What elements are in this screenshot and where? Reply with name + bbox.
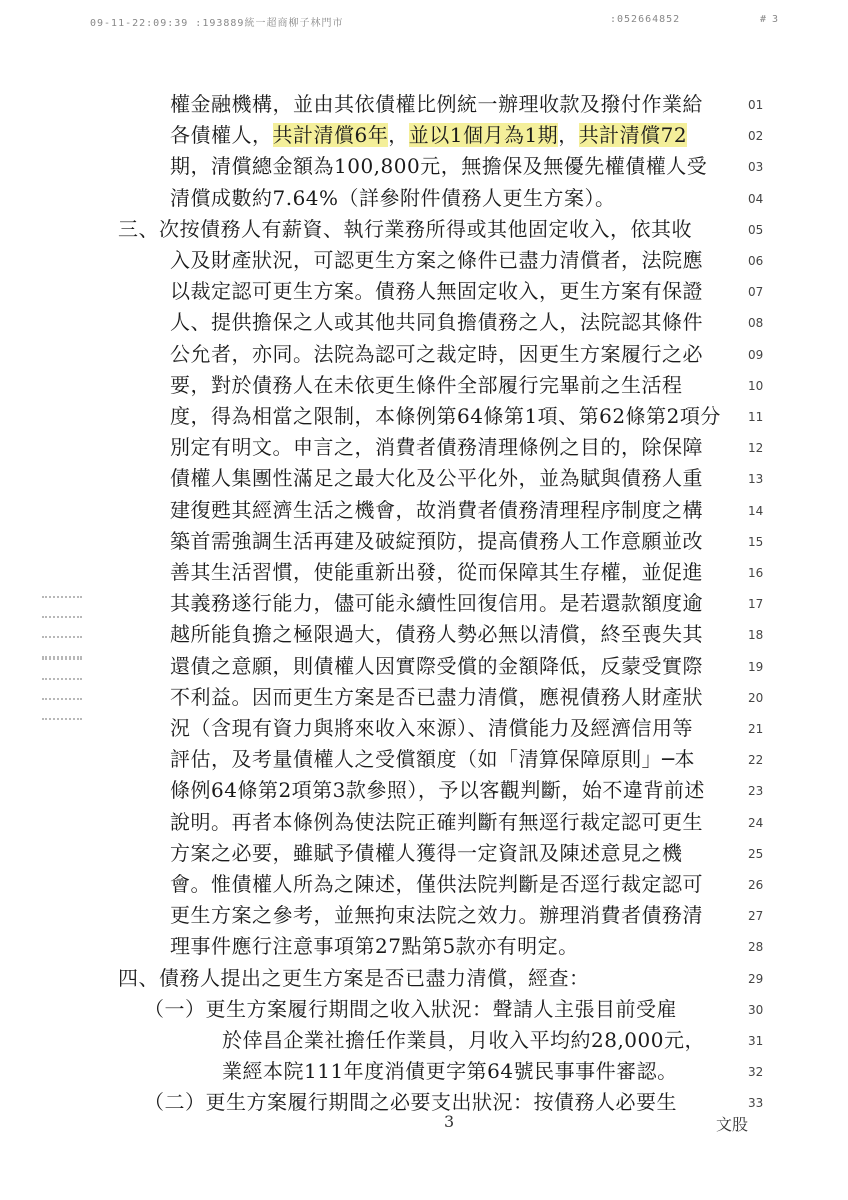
text-line: 善其生活習慣，使能重新出發，從而保障其生存權，並促進: [170, 560, 703, 584]
line-number: 21: [748, 722, 764, 736]
line-number: 15: [748, 535, 764, 549]
text-line: 況（含現有資力與將來收入來源）、清償能力及經濟信用等: [170, 716, 693, 740]
line-number: 09: [748, 348, 764, 362]
line-number: 18: [748, 628, 764, 642]
highlighted-text: 共計清償6年: [272, 123, 389, 147]
text-line: 還債之意願，則債權人因實際受償的金額降低，反蒙受實際: [170, 654, 703, 678]
line-number: 12: [748, 441, 764, 455]
page-number: 3: [444, 1112, 455, 1131]
line-number: 31: [748, 1034, 764, 1048]
line-number: 22: [748, 753, 764, 767]
line-number: 11: [748, 410, 764, 424]
line-number: 26: [748, 878, 764, 892]
text-line: 其義務遂行能力，儘可能永續性回復信用。是若還款額度逾: [170, 591, 703, 615]
text-line: 人、提供擔保之人或其他共同負擔債務之人，法院認其條件: [170, 310, 703, 334]
line-number: 13: [748, 472, 764, 486]
text-line: 理事件應行注意事項第27點第5款亦有明定。: [170, 934, 579, 958]
fax-header-number: :052664852: [610, 14, 681, 25]
text-line: 評估，及考量債權人之受償額度（如「清算保障原則」─本: [170, 747, 696, 771]
line-number: 24: [748, 816, 764, 830]
punch-holes-lower: [42, 658, 86, 738]
line-number: 07: [748, 285, 764, 299]
text-line: 會。惟債權人所為之陳述，僅供法院判斷是否逕行裁定認可: [170, 872, 703, 896]
line-number: 01: [748, 98, 764, 112]
text-line: 方案之必要，雖賦予債權人獲得一定資訊及陳述意見之機: [170, 841, 683, 865]
text-line: 期，清償總金額為100,800元，無擔保及無優先權債權人受: [170, 154, 708, 178]
fax-header-left: 09-11-22:09:39 :193889統一超商柳子林門市: [90, 18, 344, 29]
line-number: 25: [748, 847, 764, 861]
text-line: （二）更生方案履行期間之必要支出狀況：按債務人必要生: [144, 1090, 677, 1114]
text-line: 三、次按債務人有薪資、執行業務所得或其他固定收入，依其收: [118, 217, 692, 241]
section-stamp: 文股: [716, 1115, 749, 1134]
line-number: 14: [748, 504, 764, 518]
line-number: 03: [748, 160, 764, 174]
line-number: 30: [748, 1003, 764, 1017]
line-number: 10: [748, 379, 764, 393]
line-number: 19: [748, 660, 764, 674]
line-number: 17: [748, 597, 764, 611]
line-number: 04: [748, 192, 764, 206]
line-number: 06: [748, 254, 764, 268]
text-segment: ，: [558, 123, 579, 147]
text-line: 權金融機構，並由其依債權比例統一辦理收款及撥付作業給: [170, 92, 703, 116]
text-line: 公允者，亦同。法院為認可之裁定時，因更生方案履行之必: [170, 342, 703, 366]
text-line: 以裁定認可更生方案。債務人無固定收入，更生方案有保證: [170, 279, 703, 303]
text-line: （一）更生方案履行期間之收入狀況：聲請人主張目前受雇: [144, 997, 677, 1021]
line-number: 16: [748, 566, 764, 580]
text-line: 越所能負擔之極限過大，債務人勢必無以清償，終至喪失其: [170, 622, 703, 646]
text-line: [170, 123, 687, 147]
text-line: 四、債務人提出之更生方案是否已盡力清償，經查：: [118, 966, 590, 990]
fax-header-page: # 3: [760, 14, 779, 25]
line-number: 05: [748, 223, 764, 237]
text-line: 不利益。因而更生方案是否已盡力清償，應視債務人財產狀: [170, 685, 703, 709]
fax-header: [0, 14, 848, 30]
text-line: 於倖昌企業社擔任作業員，月收入平均約28,000元，: [222, 1028, 705, 1052]
text-line: 業經本院111年度消債更字第64號民事事件審認。: [222, 1059, 678, 1083]
line-number: 32: [748, 1065, 764, 1079]
text-line: 要，對於債務人在未依更生條件全部履行完畢前之生活程: [170, 373, 683, 397]
line-number: 27: [748, 909, 764, 923]
text-segment: 各債權人，: [170, 123, 273, 147]
text-line: 清償成數約7.64%（詳參附件債務人更生方案）。: [170, 186, 616, 210]
line-number: 08: [748, 316, 764, 330]
text-line: 別定有明文。申言之，消費者債務清理條例之目的，除保障: [170, 435, 703, 459]
text-line: 建復甦其經濟生活之機會，故消費者債務清理程序制度之構: [170, 498, 703, 522]
line-number: 20: [748, 691, 764, 705]
highlighted-text: 並以1個月為1期: [408, 123, 559, 147]
text-line: 築首需強調生活再建及破綻預防，提高債務人工作意願並改: [170, 529, 703, 553]
highlighted-text: 共計清償72: [578, 123, 688, 147]
text-line: 債權人集團性滿足之最大化及公平化外，並為賦與債務人重: [170, 466, 703, 490]
text-line: 更生方案之參考，並無拘束法院之效力。辦理消費者債務清: [170, 903, 703, 927]
text-line: 度，得為相當之限制，本條例第64條第1項、第62條第2項分: [170, 404, 721, 428]
text-line: 入及財產狀況，可認更生方案之條件已盡力清償者，法院應: [170, 248, 703, 272]
line-number: 33: [748, 1096, 764, 1110]
line-number: 02: [748, 129, 764, 143]
text-segment: ，: [388, 123, 409, 147]
line-number: 28: [748, 940, 764, 954]
line-number: 23: [748, 784, 764, 798]
text-line: 說明。再者本條例為使法院正確判斷有無逕行裁定認可更生: [170, 810, 703, 834]
line-number: 29: [748, 972, 764, 986]
text-line: 條例64條第2項第3款參照），予以客觀判斷，始不違背前述: [170, 778, 705, 802]
